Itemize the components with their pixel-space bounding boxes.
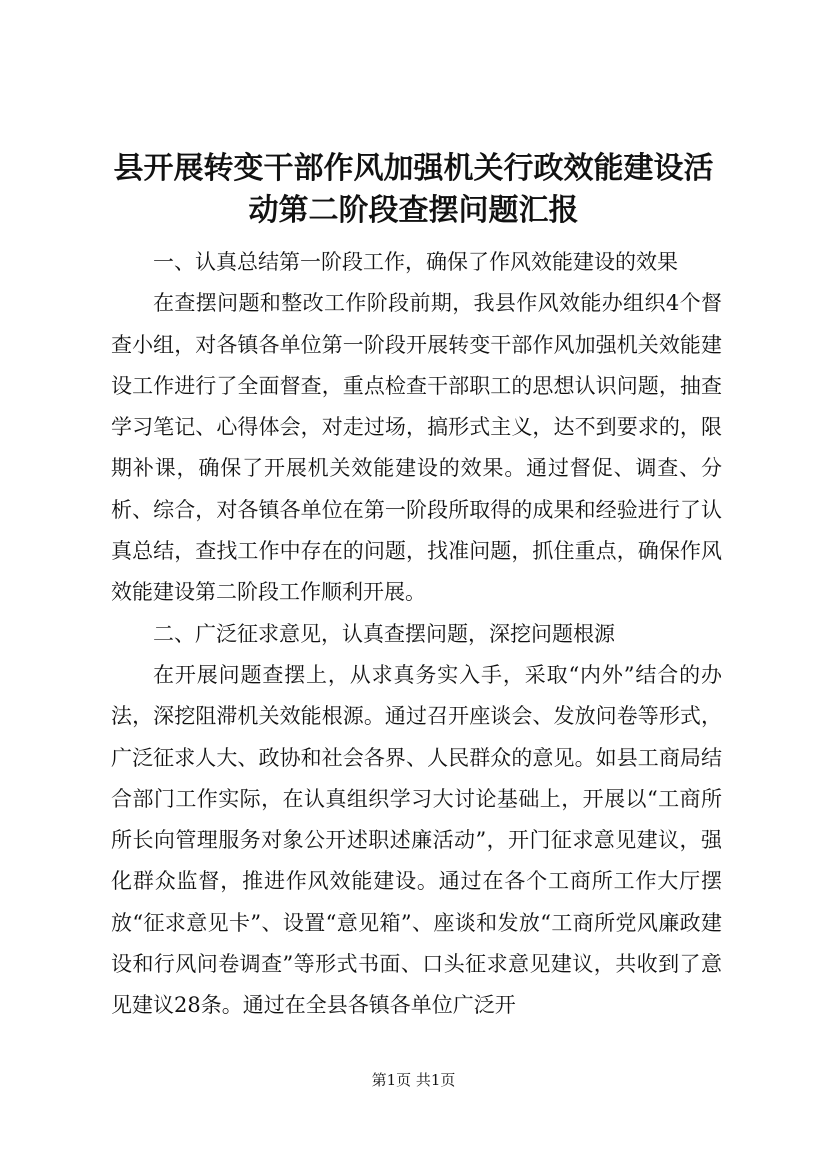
page-footer: 第1页 共1页 bbox=[371, 1071, 456, 1089]
section-1-paragraph: 在查摆问题和整改工作阶段前期，我县作风效能办组织4个督查小组，对各镇各单位第一阶段开展转变干部作风加强机关效能建设工作进行了全面督查，重点检查干部职工的思想认识问题，抽查学习笔记、心得体会，对走过场，搞形式主义，达不到要求的，限期补课，确保了开展机关效能建设的效果。通过督促、调查、分析、综合，对各镇各单位在第一阶段所取得的成果和经验进行了认真总结，查找工作中存在的问题，找准问题，抓住重点，确保作风效能建设第二阶段工作顺利开展。 bbox=[111, 291, 722, 605]
document-body bbox=[111, 242, 722, 1027]
section-2-paragraph: 在开展问题查摆上，从求真务实入手，采取“内外”结合的办法，深挖阻滞机关效能根源。通过召开座谈会、发放问卷等形式，广泛征求人大、政协和社会各界、人民群众的意见。如县工商局结合部门工作实际，在认真组织学习大讨论基础上，开展以“工商所所长向管理服务对象公开述职述廉活动”，开门征求意见建议，强化群众监督，推进作风效能建设。通过在各个工商所工作大厅摆放“征求意见卡”、设置“意见箱”、座谈和发放“工商所党风廉政建设和行风问卷调查”等形式书面、口头征求意见建议，共收到了意见建议28条。通过在全县各镇各单位广泛开 bbox=[111, 662, 722, 1018]
section-heading-2: 二、广泛征求意见，认真查摆问题，深挖问题根源 bbox=[153, 621, 615, 646]
document-title: 县开展转变干部作风加强机关行政效能建设活动第二阶段查摆问题汇报 bbox=[113, 151, 714, 228]
section-heading-1: 一、认真总结第一阶段工作，确保了作风效能建设的效果 bbox=[153, 250, 678, 274]
